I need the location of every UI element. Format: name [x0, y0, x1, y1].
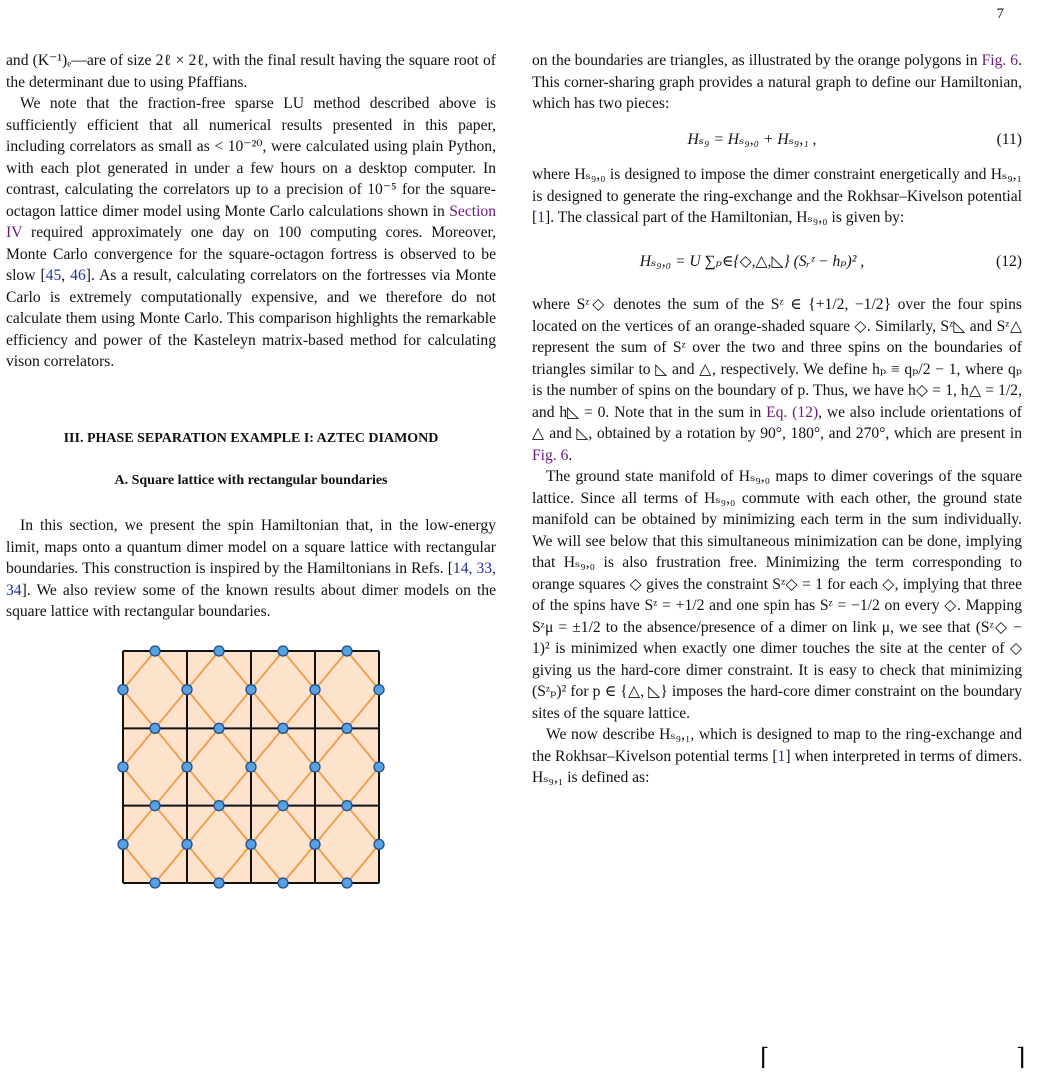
spin-node: [310, 684, 320, 694]
spin-node: [214, 878, 224, 888]
spin-node: [182, 762, 192, 772]
lattice-diagram: [115, 643, 387, 891]
spin-node: [118, 839, 128, 849]
equation-12: [532, 251, 1022, 273]
spin-node: [342, 646, 352, 656]
citation-link[interactable]: 45: [45, 267, 62, 284]
figure-square-lattice: [6, 643, 496, 891]
spin-node: [118, 762, 128, 772]
equation-body: Hₛ₉ = Hₛ₉,₀ + Hₛ₉,₁ ,: [687, 130, 817, 148]
spin-node: [342, 800, 352, 810]
subsection-heading: A. Square lattice with rectangular boundaries: [114, 472, 388, 488]
page-number: 7: [996, 6, 1004, 22]
equation-right-bracket: ⌉: [1016, 1045, 1026, 1071]
paragraph: where Hₛ₉,₀ is designed to impose the dimer constraint energetically and Hₛ₉,₁ is designed to generate the ring-exchange and the Rokhsar–Kivelson potential [1]. The classical part of the Hamiltonian, Hₛ₉,₀ is given by:: [532, 166, 1022, 226]
citation-link[interactable]: 46: [70, 267, 86, 284]
left-column: [6, 50, 496, 891]
spin-node: [214, 800, 224, 810]
spin-node: [278, 646, 288, 656]
section-link[interactable]: Section IV: [6, 202, 496, 241]
paragraph: We note that the fraction-free sparse LU method described above is sufficiently efficient that all numerical results presented in this paper, including correlators as small as < 10⁻²⁰, were calculated using plain Python, with each plot generated in under a few hours on a desktop computer. In contrast, calculating the correlators up to a precision of 10⁻⁵ for the square-octagon lattice dimer model using Monte Carlo calculations shown in Section IV required approximately one day on 100 computing cores. Moreover, Monte Carlo convergence for the square-octagon fortress is observed to be slow [45, 46]. As a result, calculating correlators on the fortresses via Monte Carlo is extremely computationally expensive, and we therefore do not calculate them using Monte Carlo. This comparison highlights the remarkable efficiency and power of the Kasteleyn matrix-based method for calculating vison correlators.: [6, 95, 496, 370]
spin-node: [246, 684, 256, 694]
equation-body: Hₛ₉,₀ = U ∑ₚ∈{◇,△,◺} (Sᵣᶻ − hₚ)² ,: [639, 252, 865, 270]
paragraph: The ground state manifold of Hₛ₉,₀ maps to dimer coverings of the square lattice. Since all terms of Hₛ₉,₀ commute with each other, the ground state manifold can be obtained by minimizing each term in the sum individually. We will see below that this simultaneous minimization can be done, implying that Hₛ₉,₀ is also frustration free. Minimizing the term corresponding to orange squares ◇ gives the constraint Sᶻ◇ = 1 for each ◇, implying that three of the spins have Sᶻ = +1/2 and one spin has Sᶻ = −1/2 on every ◇. Mapping Sᶻμ = ±1/2 to the absence/presence of a dimer on link μ, we see that (Sᶻ◇ − 1)² is minimized when exactly one dimer touches the site at the center of ◇ giving us the hard-core dimer constraint. It is easy to check that minimizing (Sᶻₚ)² for p ∈ {△, ◺} imposes the hard-core dimer constraint on the boundary sites of the square lattice.: [532, 468, 1022, 722]
figure-link[interactable]: Fig. 6: [981, 52, 1019, 69]
spin-node: [150, 878, 160, 888]
equation-left-bracket: ⌈: [760, 1045, 770, 1071]
paragraph: on the boundaries are triangles, as illustrated by the orange polygons in Fig. 6. This corner-sharing graph provides a natural graph to define our Hamiltonian, which has two pieces:: [532, 52, 1022, 112]
spin-node: [150, 800, 160, 810]
spin-node: [182, 684, 192, 694]
paragraph: where Sᶻ◇ denotes the sum of the Sᶻ ∈ {+1/2, −1/2} over the four spins located on the vertices of an orange-shaded square ◇. Similarly, Sᶻ◺ and Sᶻ△ represent the sum of Sᶻ over the two and three spins on the boundaries of triangles similar to ◺ and △, respectively. We define hₚ ≡ qₚ/2 − 1, where qₚ is the number of spins on the boundary of p. Thus, we have h◇ = 1, h△ = 1/2, and h◺ = 0. Note that in the sum in Eq. (12), we also include orientations of △ and ◺, obtained by a rotation by 90°, 180°, and 270°, which are present in Fig. 6.: [532, 296, 1022, 464]
spin-node: [374, 684, 384, 694]
spin-node: [310, 839, 320, 849]
citation-link[interactable]: 14, 33, 34: [6, 560, 496, 599]
paragraph: and (K⁻¹)ₑ—are of size 2ℓ × 2ℓ, with the final result having the square root of the determinant due to using Pfaffians.: [6, 52, 496, 91]
spin-node: [214, 723, 224, 733]
spin-node: [118, 684, 128, 694]
spin-node: [246, 762, 256, 772]
citation-link[interactable]: 1: [537, 209, 545, 226]
spin-node: [278, 878, 288, 888]
spin-node: [182, 839, 192, 849]
spin-node: [278, 800, 288, 810]
right-column: [532, 50, 1022, 789]
paragraph: We now describe Hₛ₉,₁, which is designed to map to the ring-exchange and the Rokhsar–Kivelson potential terms [1] when interpreted in terms of dimers. Hₛ₉,₁ is defined as:: [532, 726, 1022, 786]
spin-node: [214, 646, 224, 656]
equation-number: (12): [996, 252, 1022, 270]
spin-node: [374, 762, 384, 772]
citation-link[interactable]: 1: [777, 747, 786, 765]
spin-node: [246, 839, 256, 849]
spin-node: [374, 839, 384, 849]
figure-link[interactable]: Fig. 6: [532, 446, 569, 464]
equation-link[interactable]: Eq. (12): [766, 403, 819, 421]
paragraph: In this section, we present the spin Hamiltonian that, in the low-energy limit, maps onto a quantum dimer model on a square lattice with rectangular boundaries. This construction is inspired by the Hamiltonians in Refs. [14, 33, 34]. We also review some of the known results about dimer models on the square lattice with rectangular boundaries.: [6, 517, 496, 620]
spin-node: [150, 723, 160, 733]
spin-node: [278, 723, 288, 733]
spin-node: [342, 723, 352, 733]
spin-node: [310, 762, 320, 772]
equation-number: (11): [996, 130, 1022, 148]
equation-11: [532, 129, 1022, 151]
spin-node: [150, 646, 160, 656]
section-heading: III. PHASE SEPARATION EXAMPLE I: AZTEC DIAMOND: [63, 430, 439, 446]
spin-node: [342, 878, 352, 888]
